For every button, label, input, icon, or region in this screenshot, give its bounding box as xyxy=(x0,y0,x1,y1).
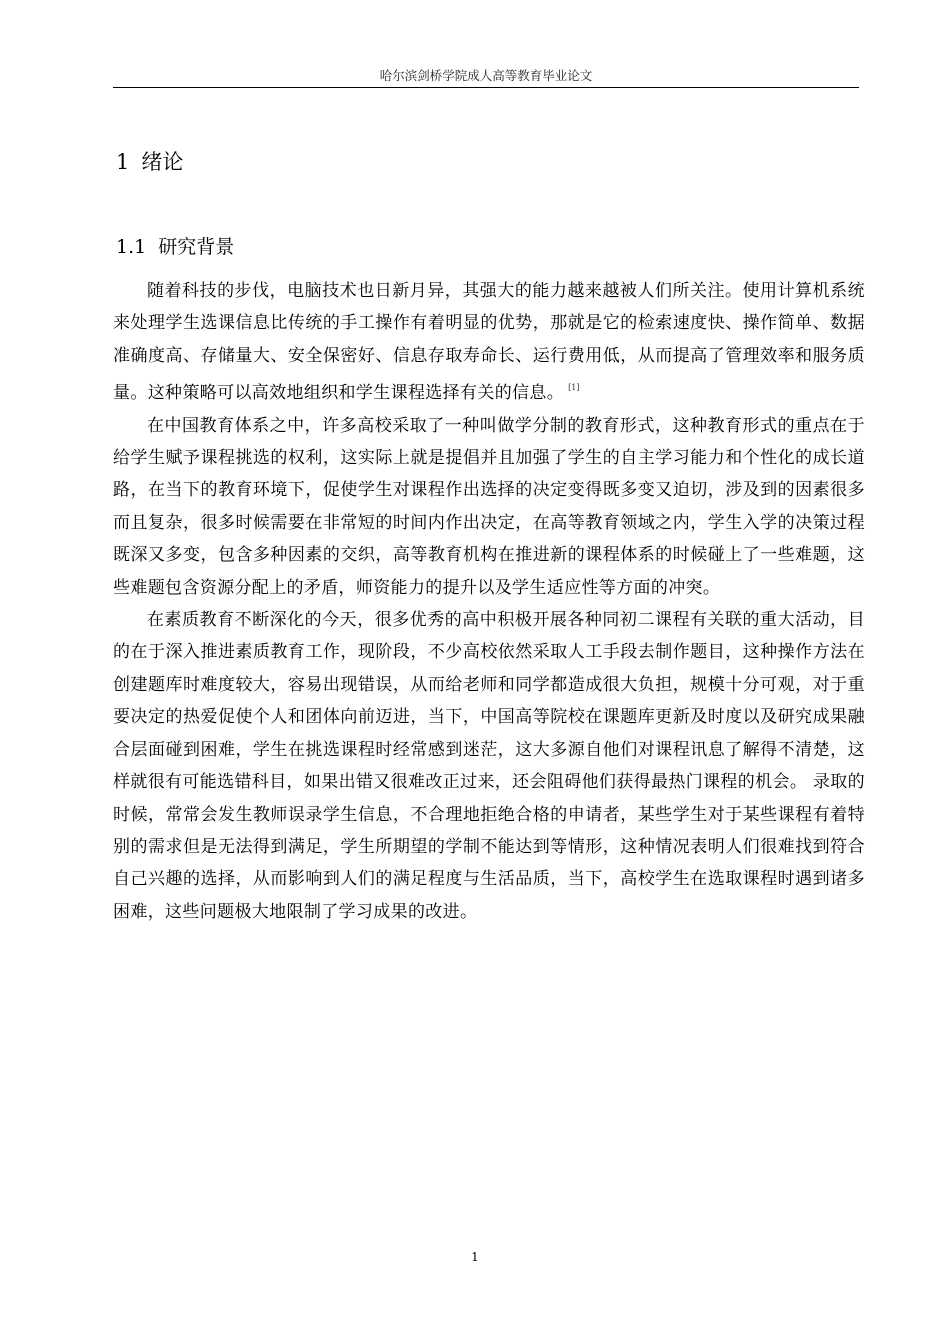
citation-marker: [1] xyxy=(568,383,580,393)
running-header: 哈尔滨剑桥学院成人高等教育毕业论文 xyxy=(379,68,593,83)
paragraph xyxy=(113,604,865,928)
paragraph xyxy=(113,275,865,410)
chapter-title xyxy=(116,146,183,176)
paragraph-text: 随着科技的步伐，电脑技术也日新月异，其强大的能力越来越被人们所关注。使用计算机系统来处理学生选课信息比传统的手工操作有着明显的优势，那就是它的检索速度快、操作简单、数据准确度高、存储量大、安全保密好、信息存取寿命长、运行费用低，从而提高了管理效率和服务质量。这种策略可以高效地组织和学生课程选择有关的信息。 xyxy=(113,281,865,404)
section-title-text: 研究背景 xyxy=(158,236,235,258)
section-title xyxy=(116,232,234,259)
page-number: 1 xyxy=(471,1250,479,1264)
header-rule xyxy=(113,87,859,88)
section-number: 1.1 xyxy=(116,236,147,258)
paragraph-text: 在中国教育体系之中，许多高校采取了一种叫做学分制的教育形式，这种教育形式的重点在于给学生赋予课程挑选的权利，这实际上就是提倡并且加强了学生的自主学习能力和个性化的成长道路，在当下的教育环境下，促使学生对课程作出选择的决定变得既多变又迫切，涉及到的因素很多而且复杂，很多时候需要在非常短的时间内作出决定，在高等教育领域之内，学生入学的决策过程既深又多变，包含多种因素的交织，高等教育机构在推进新的课程体系的时候碰上了一些难题，这些难题包含资源分配上的矛盾，师资能力的提升以及学生适应性等方面的冲突。 xyxy=(113,415,865,598)
paragraph-text: 在素质教育不断深化的今天，很多优秀的高中积极开展各种同初二课程有关联的重大活动，目的在于深入推进素质教育工作，现阶段，不少高校依然采取人工手段去制作题目，这种操作方法在创建题库时难度较大，容易出现错误，从而给老师和同学都造成很大负担，规模十分可观，对于重要决定的热爱促使个人和团体向前迈进，当下，中国高等院校在课题库更新及时度以及研究成果融合层面碰到困难，学生在挑选课程时经常感到迷茫，这大多源自他们对课程讯息了解得不清楚，这样就很有可能选错科目，如果出错又很难改正过来，还会阻碍他们获得最热门课程的机会。 录取的时候，常常会发生教师误录学生信息，不合理地拒绝合格的申请者，某些学生对于某些课程有着特别的需求但是无法得到满足，学生所期望的学制不能达到等情形，这种情况表明人们很难找到符合自己兴趣的选择，从而影响到人们的满足程度与生活品质，当下，高校学生在选取课程时遇到诸多困难，这些问题极大地限制了学习成果的改进。 xyxy=(113,610,865,922)
paragraph xyxy=(113,410,865,604)
chapter-title-text: 绪论 xyxy=(141,150,184,174)
chapter-number: 1 xyxy=(116,150,130,174)
body-text xyxy=(113,275,865,928)
